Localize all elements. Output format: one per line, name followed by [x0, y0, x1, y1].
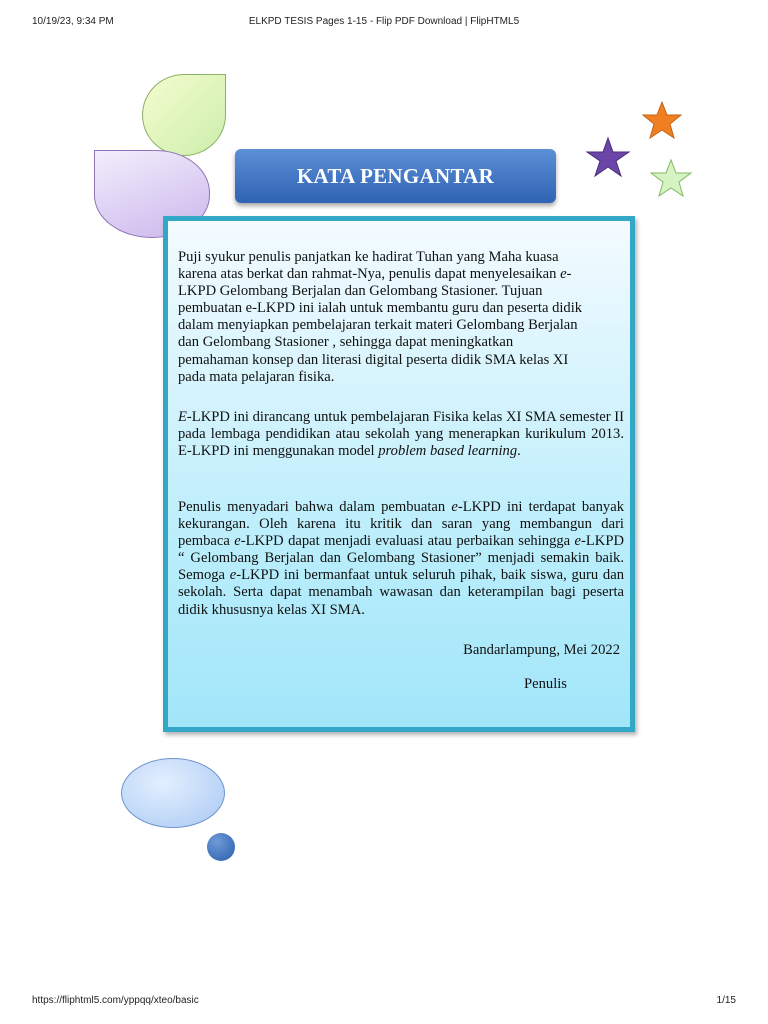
italic-prefix: e [229, 567, 237, 584]
paragraph-text: -LKPD ini terdapat banyak kekurangan. Oleh karena itu kritik dan saran yang membangun dari pembaca [178, 499, 624, 550]
blue-ellipse-shape [121, 758, 225, 828]
paragraph-intro [178, 249, 624, 386]
page-title: KATA PENGANTAR [296, 163, 495, 188]
paragraph-line: dalam menyiapkan pembelajaran terkait materi Gelombang Berjalan [178, 317, 578, 334]
title-banner [235, 149, 556, 203]
paragraph-line: pemahaman konsep dan literasi digital peserta didik SMA kelas XI [178, 351, 569, 368]
print-url: https://fliphtml5.com/yppqq/xteo/basic [32, 995, 199, 1006]
paragraph-text: Penulis menyadari bahwa dalam pembuatan [178, 499, 452, 515]
paragraph-text: -LKPD ini dirancang untuk pembelajaran Fisika kelas XI SMA semester II pada lembaga pendidikan atau sekolah yang menerapkan kurikulum 2013. E-LKPD ini menggunakan model [178, 409, 624, 460]
italic-prefix: e [574, 533, 582, 550]
italic-prefix: E [178, 409, 187, 425]
paragraph-text: -LKPD “ Gelombang Berjalan dan Gelombang Stasioner” menjadi semakin baik. Semoga [178, 533, 624, 584]
italic-prefix: e- [560, 266, 572, 283]
italic-prefix: e [234, 533, 241, 550]
paragraph-text: -LKPD dapat menjadi evaluasi atau perbaikan sehingga [240, 533, 575, 550]
paragraph-line: karena atas berkat dan rahmat-Nya, penulis dapat menyelesaikan [178, 266, 561, 283]
print-page-count: 1/15 [716, 995, 736, 1006]
print-page-title: ELKPD TESIS Pages 1-15 - Flip PDF Download | FlipHTML5 [248, 16, 520, 27]
print-datetime: 10/19/23, 9:34 PM [32, 16, 114, 27]
paragraph-closing [178, 499, 624, 619]
paragraph-line: pada mata pelajaran fisika. [178, 368, 335, 385]
signer-label: Penulis [524, 676, 567, 692]
orange-star-icon [640, 100, 684, 140]
print-header [0, 16, 768, 30]
place-and-date: Bandarlampung, Mei 2022 [463, 642, 620, 658]
content-box [163, 216, 635, 732]
paragraph-line: LKPD Gelombang Berjalan dan Gelombang Stasioner. Tujuan [178, 283, 543, 300]
paragraph-text: -LKPD ini bermanfaat untuk seluruh pihak, baik siswa, guru dan sekolah. Serta dapat menambah wawasan dan keterampilan bagi peserta didik khususnya kelas XI SMA. [178, 567, 625, 618]
paragraph-design [178, 409, 624, 460]
purple-star-icon [584, 136, 632, 178]
green-star-icon [648, 158, 694, 198]
paragraph-line: pembuatan e-LKPD ini ialah untuk membantu guru dan peserta didik [178, 300, 583, 317]
paragraph-line: dan Gelombang Stasioner , sehingga dapat meningkatkan [178, 334, 514, 351]
italic-prefix: e [451, 499, 458, 515]
green-droplet-shape [142, 74, 226, 156]
blue-dot-shape [207, 833, 235, 861]
paragraph-text: . [517, 443, 521, 460]
italic-term: problem based learning [378, 443, 518, 460]
paragraph-line: Puji syukur penulis panjatkan ke hadirat Tuhan yang Maha kuasa [178, 249, 559, 265]
print-footer [0, 995, 768, 1009]
